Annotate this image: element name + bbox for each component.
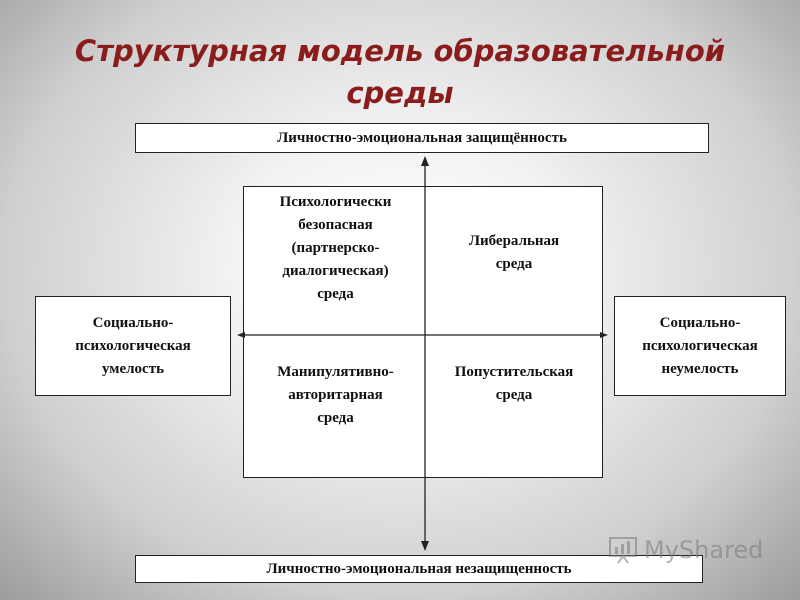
right-axis-line-3: неумелость — [661, 360, 739, 377]
quadrant-bottom-right-line-1: Попустительская — [454, 364, 574, 380]
watermark-text: MyShared — [644, 536, 764, 564]
quadrant-bottom-left — [243, 361, 428, 430]
bottom-axis-box: Личностно-эмоциональная незащищенность — [135, 555, 703, 583]
left-axis-box — [35, 296, 231, 396]
vertical-axis-arrow-top — [421, 156, 429, 166]
quadrant-top-left-line-4: диалогическая) — [282, 263, 389, 279]
left-axis-line-1: Социально- — [92, 314, 174, 331]
vertical-axis-arrow-bottom — [421, 541, 429, 551]
quadrant-top-left-line-2: безопасная — [298, 217, 373, 233]
right-axis-line-2: психологическая — [642, 337, 758, 354]
quadrant-top-left-line-1: Психологически — [279, 194, 392, 210]
left-axis-line-3: умелость — [101, 360, 165, 377]
horizontal-axis-arrow-left — [237, 332, 245, 338]
presentation-board-icon — [608, 536, 638, 564]
left-axis-line-2: психологическая — [75, 337, 191, 354]
quadrant-top-right-line-2: среда — [495, 256, 533, 272]
right-axis-line-1: Социально- — [659, 314, 741, 331]
quadrant-bottom-left-line-3: среда — [317, 410, 354, 426]
quadrant-bottom-right — [428, 361, 600, 407]
quadrant-top-left-line-3: (партнерско- — [291, 240, 380, 256]
top-axis-box: Личностно-эмоциональная защищённость — [135, 123, 709, 153]
horizontal-axis-arrow-right — [600, 332, 608, 338]
slide-title-line-2: среды — [346, 76, 454, 110]
quadrant-top-right-line-1: Либеральная — [468, 233, 560, 249]
quadrant-bottom-right-line-2: среда — [495, 387, 533, 403]
quadrant-top-left-line-5: среда — [317, 286, 354, 302]
quadrant-bottom-left-line-1: Манипулятивно- — [277, 364, 394, 380]
right-axis-box — [614, 296, 786, 396]
quadrant-bottom-left-line-2: авторитарная — [288, 387, 383, 403]
quadrant-top-right — [428, 230, 600, 276]
slide-title-line-1: Структурная модель образовательной — [74, 34, 726, 68]
quadrant-top-left — [243, 191, 428, 306]
watermark — [608, 536, 763, 564]
